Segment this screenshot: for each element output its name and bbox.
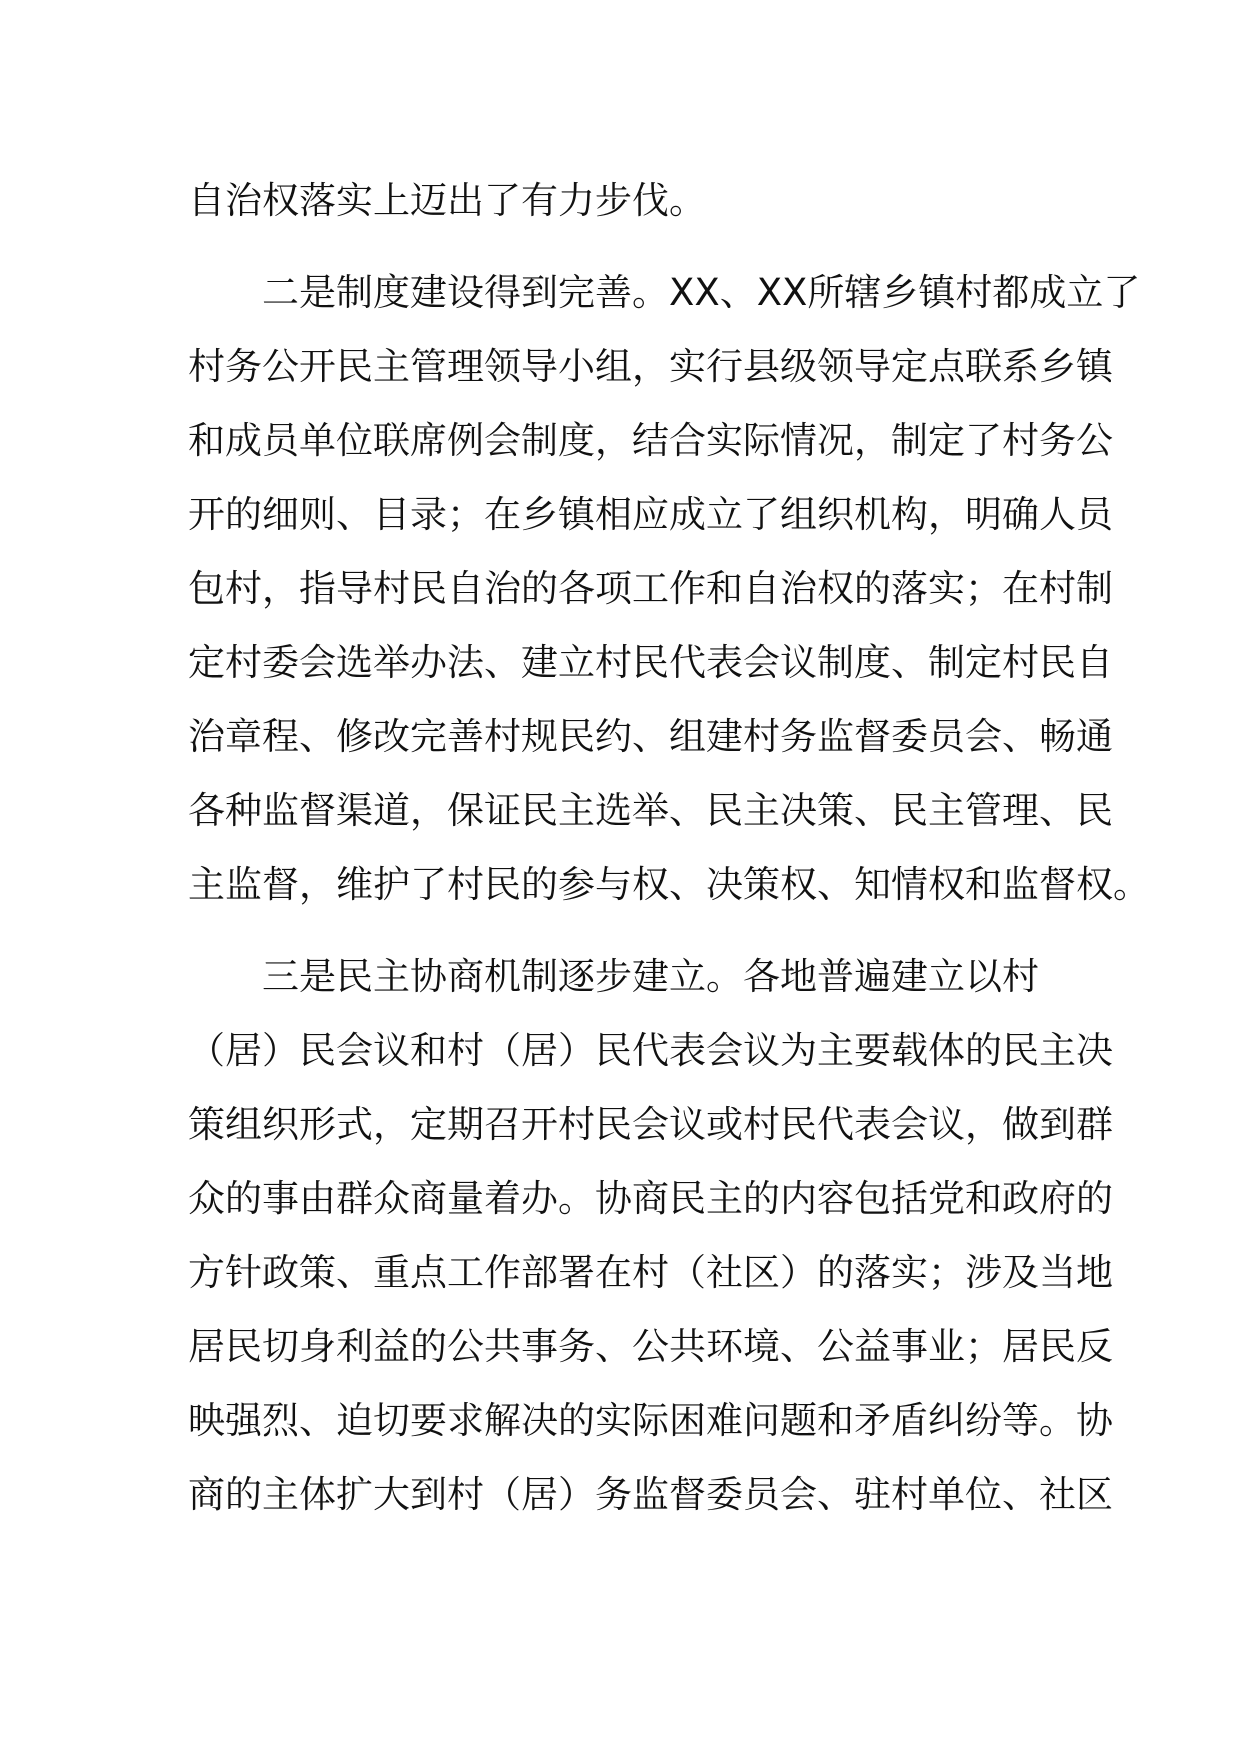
text-line: 村务公开民主管理领导小组，实行县级领导定点联系乡镇	[188, 345, 1113, 388]
paragraph-2	[188, 256, 1150, 922]
text-line: 各种监督渠道，保证民主选举、民主决策、民主管理、民	[188, 789, 1113, 832]
text-line: 包村，指导村民自治的各项工作和自治权的落实；在村制	[188, 567, 1113, 610]
text-line: 自治权落实上迈出了有力步伐。	[188, 179, 706, 222]
text-line: 治章程、修改完善村规民约、组建村务监督委员会、畅通	[188, 715, 1113, 758]
text-line: 居民切身利益的公共事务、公共环境、公益事业；居民反	[188, 1325, 1113, 1368]
text-line: （居）民会议和村（居）民代表会议为主要载体的民主决	[188, 1029, 1113, 1072]
text-line: 众的事由群众商量着办。协商民主的内容包括党和政府的	[188, 1177, 1113, 1220]
text-line: 商的主体扩大到村（居）务监督委员会、驻村单位、社区	[188, 1473, 1113, 1516]
text-line: 二是制度建设得到完善。XX、XX所辖乡镇村都成立了	[262, 271, 1141, 314]
text-line: 三是民主协商机制逐步建立。各地普遍建立以村	[262, 955, 1039, 998]
text-line: 方针政策、重点工作部署在村（社区）的落实；涉及当地	[188, 1251, 1113, 1294]
text-line: 和成员单位联席例会制度，结合实际情况，制定了村务公	[188, 419, 1113, 462]
text-line: 映强烈、迫切要求解决的实际困难问题和矛盾纠纷等。协	[188, 1399, 1113, 1442]
text-line: 开的细则、目录；在乡镇相应成立了组织机构，明确人员	[188, 493, 1113, 536]
document-body	[188, 164, 1150, 1532]
paragraph-1	[188, 164, 1058, 238]
text-line: 策组织形式，定期召开村民会议或村民代表会议，做到群	[188, 1103, 1113, 1146]
paragraph-3	[188, 940, 1113, 1532]
text-line: 主监督，维护了村民的参与权、决策权、知情权和监督权。	[188, 863, 1150, 906]
paragraph-spacer	[188, 238, 1058, 256]
paragraph-spacer	[188, 922, 1058, 940]
text-line: 定村委会选举办法、建立村民代表会议制度、制定村民自	[188, 641, 1113, 684]
